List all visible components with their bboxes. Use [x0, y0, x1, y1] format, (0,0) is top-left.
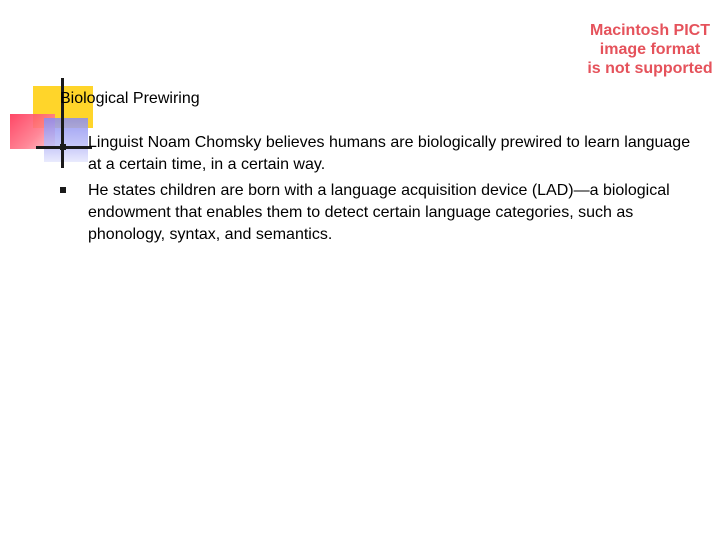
bullet-item: He states children are born with a language acquisition device (LAD)—a biological endowment that enables them to detect certain language categories, such as phonology, syntax, and semantics. [88, 182, 670, 243]
bullet-marker [60, 187, 66, 193]
corner-decoration-blue [44, 118, 88, 162]
bullet-marker [60, 144, 66, 150]
notice-line: image format [599, 41, 701, 58]
slide-title: Biological Prewiring [60, 90, 200, 107]
notice-line: Macintosh PICT [589, 22, 710, 39]
notice-line: is not supported [587, 60, 713, 77]
unsupported-image-notice [580, 21, 720, 78]
bullet-item: Linguist Noam Chomsky believes humans are biologically prewired to learn language at a certain time, in a certain way. [88, 134, 691, 173]
